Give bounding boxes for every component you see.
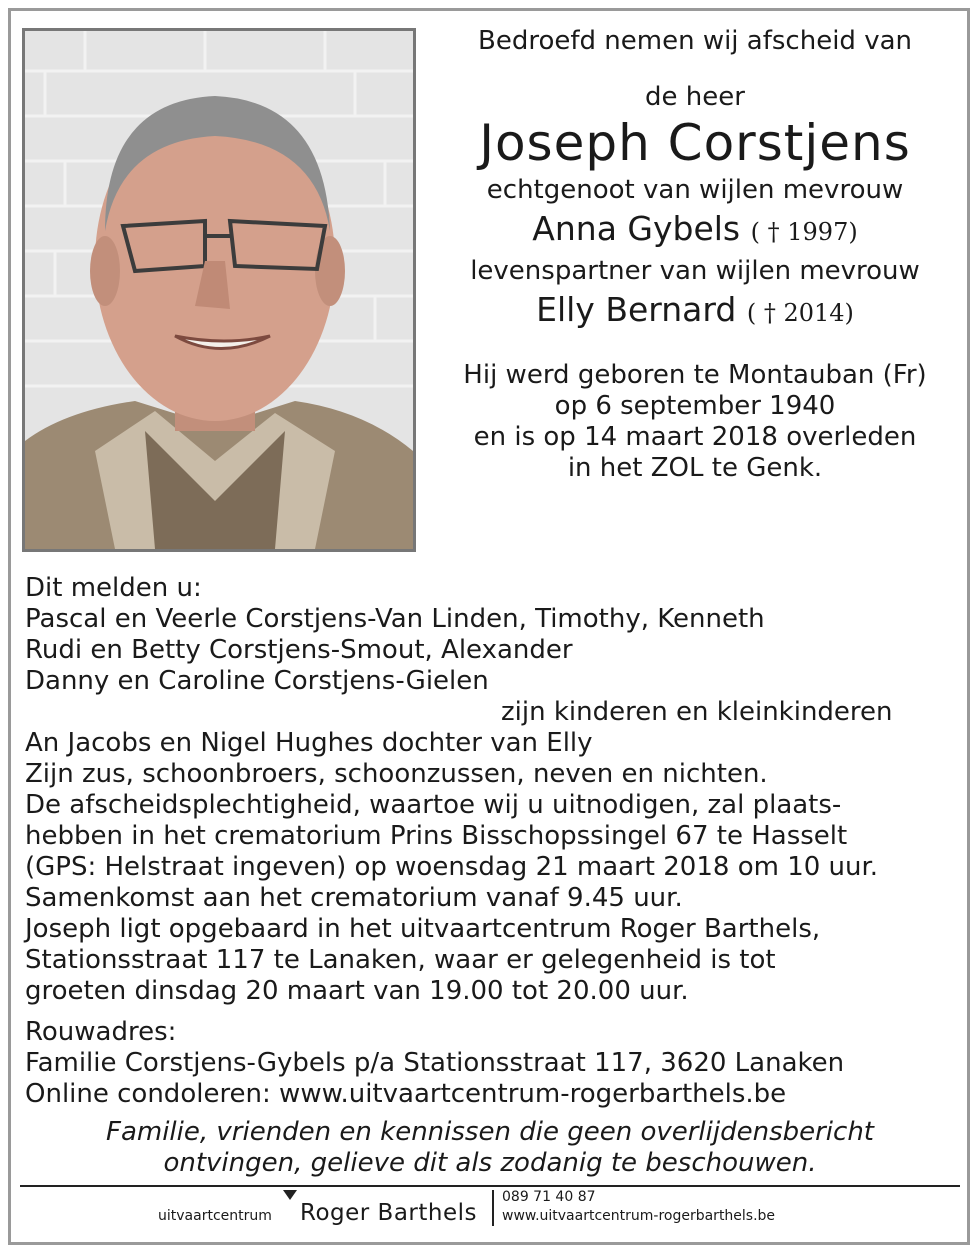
body-line: Stationsstraat 117 te Lanaken, waar er gelegenheid is tot xyxy=(25,945,776,975)
address-line: Familie Corstjens-Gybels p/a Stationsstraat 117, 3620 Lanaken xyxy=(25,1048,845,1078)
closing-line: ontvingen, gelieve dit als zodanig te beschouwen. xyxy=(163,1148,817,1178)
body-line: Samenkomst aan het crematorium vanaf 9.45 uur. xyxy=(25,883,683,913)
spacer xyxy=(25,1007,955,1017)
spouse2 xyxy=(420,289,970,334)
closing-statement xyxy=(20,1117,960,1179)
birth-death-details xyxy=(420,360,970,484)
spouse1-name: Anna Gybels xyxy=(532,209,741,248)
relation-spouse: echtgenoot van wijlen mevrouw xyxy=(486,175,904,205)
portrait-photo xyxy=(22,28,416,552)
elly-daughter-row xyxy=(25,728,955,759)
spouse1-year: ( † 1997) xyxy=(750,218,858,246)
title-prefix: de heer xyxy=(645,82,745,112)
children-label: zijn kinderen en kleinkinderen xyxy=(501,697,893,727)
announce-label: Dit melden u: xyxy=(25,573,202,603)
elly-daughter-label: dochter van Elly xyxy=(381,728,593,758)
phone-number: 089 71 40 87 xyxy=(502,1189,596,1205)
announcement-header xyxy=(420,24,970,484)
spouse1 xyxy=(420,208,970,253)
funeral-home-footer xyxy=(0,1188,980,1238)
born-line: in het ZOL te Genk. xyxy=(567,453,823,483)
contact-block xyxy=(502,1188,775,1226)
body-line: hebben in het crematorium Prins Bisschopssingel 67 te Hasselt xyxy=(25,821,848,851)
triangle-marker-icon xyxy=(283,1190,297,1200)
family-line: Danny en Caroline Corstjens-Gielen xyxy=(25,666,489,696)
family-line: Pascal en Veerle Corstjens-Van Linden, Timothy, Kenneth xyxy=(25,604,765,634)
spouse2-year: ( † 2014) xyxy=(746,299,854,327)
body-line: groeten dinsdag 20 maart van 19.00 tot 20.00 uur. xyxy=(25,976,689,1006)
relation-partner: levenspartner van wijlen mevrouw xyxy=(470,256,920,286)
closing-line: Familie, vrienden en kennissen die geen overlijdensbericht xyxy=(105,1117,874,1147)
brand-name: Roger Barthels xyxy=(300,1200,477,1226)
portrait-illustration xyxy=(25,31,413,549)
born-line: en is op 14 maart 2018 overleden xyxy=(473,422,917,452)
brand-prefix: uitvaartcentrum xyxy=(158,1208,272,1224)
body-line: Zijn zus, schoonbroers, schoonzussen, neven en nichten. xyxy=(25,759,768,789)
footer-separator xyxy=(492,1190,494,1226)
born-line: op 6 september 1940 xyxy=(554,391,836,421)
body-line: (GPS: Helstraat ingeven) op woensdag 21 maart 2018 om 10 uur. xyxy=(25,852,879,882)
elly-daughter-names: An Jacobs en Nigel Hughes xyxy=(25,728,374,758)
address-label: Rouwadres: xyxy=(25,1017,177,1047)
deceased-name: Joseph Corstjens xyxy=(479,114,911,172)
body-line: Joseph ligt opgebaard in het uitvaartcentrum Roger Barthels, xyxy=(25,914,821,944)
footer-divider xyxy=(20,1185,960,1187)
spouse2-name: Elly Bernard xyxy=(536,290,737,329)
intro-text: Bedroefd nemen wij afscheid van xyxy=(478,26,912,56)
family-line: Rudi en Betty Corstjens-Smout, Alexander xyxy=(25,635,573,665)
body-line: De afscheidsplechtigheid, waartoe wij u uitnodigen, zal plaats- xyxy=(25,790,842,820)
born-line: Hij werd geboren te Montauban (Fr) xyxy=(463,360,927,390)
website-link[interactable]: www.uitvaartcentrum-rogerbarthels.be xyxy=(502,1208,776,1224)
notice-body xyxy=(25,573,955,1110)
condolence-line: Online condoleren: www.uitvaartcentrum-rogerbarthels.be xyxy=(25,1079,787,1109)
